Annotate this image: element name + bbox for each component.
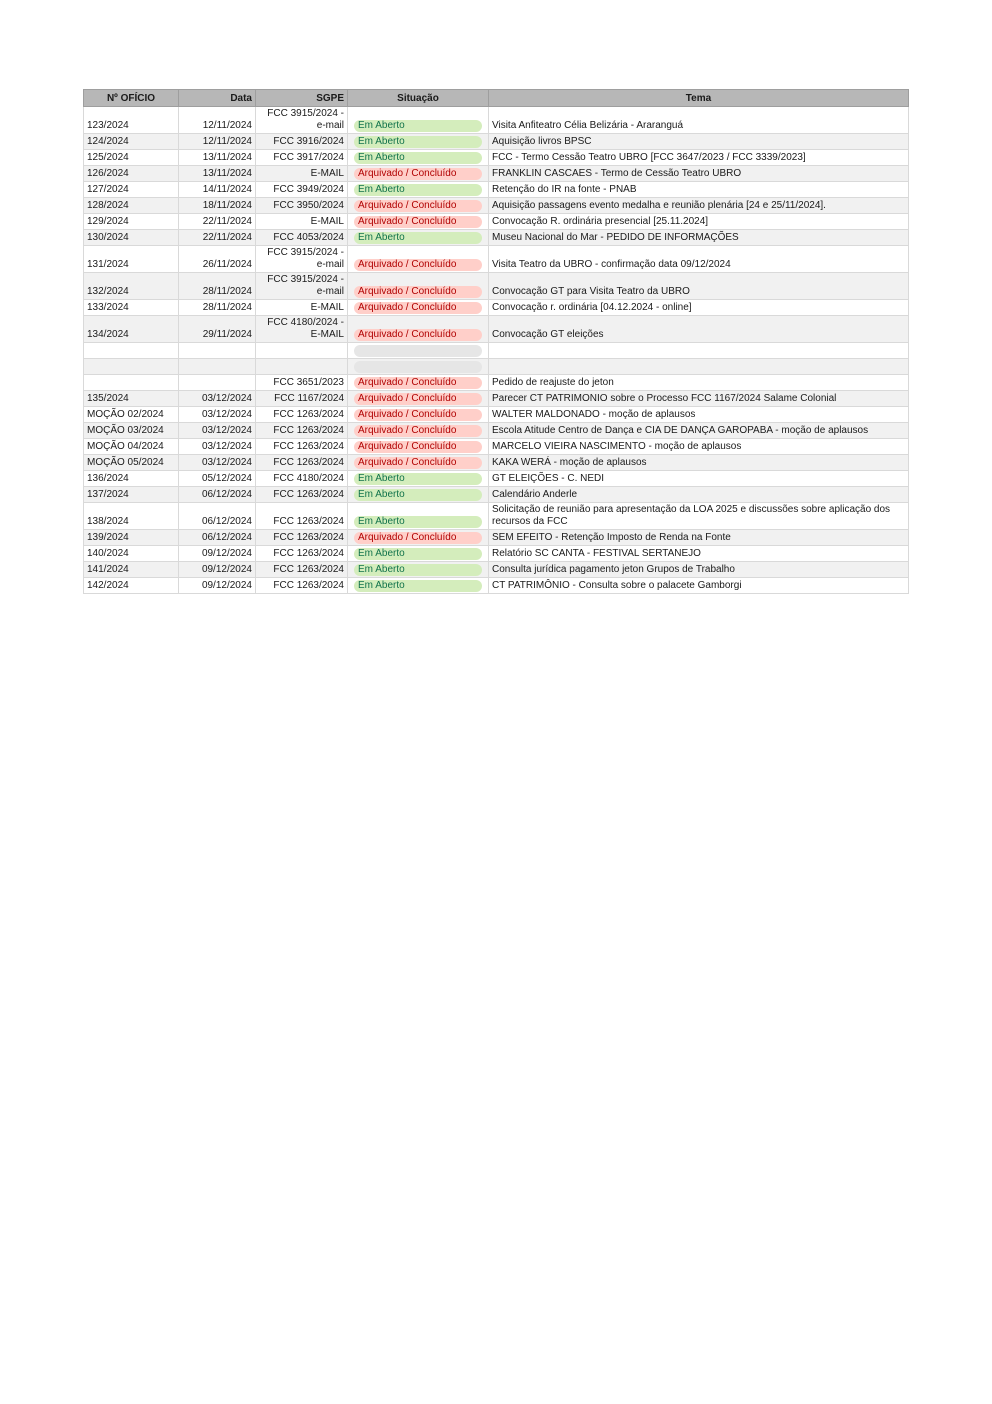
status-badge[interactable]: Arquivado / Concluído <box>354 329 482 341</box>
status-badge[interactable]: Arquivado / Concluído <box>354 532 482 544</box>
cell-sgpe[interactable]: FCC 3915/2024 - e-mail <box>256 107 348 134</box>
cell-tema[interactable]: Retenção do IR na fonte - PNAB <box>489 182 909 198</box>
cell-tema[interactable]: Parecer CT PATRIMONIO sobre o Processo FCC 1167/2024 Salame Colonial <box>489 391 909 407</box>
cell-sgpe[interactable]: FCC 1263/2024 <box>256 578 348 594</box>
table-row <box>84 375 909 391</box>
cell-date[interactable]: 03/12/2024 <box>179 455 256 471</box>
status-badge[interactable]: Em Aberto <box>354 152 482 164</box>
cell-num[interactable]: 136/2024 <box>84 471 179 487</box>
cell-num[interactable]: 132/2024 <box>84 273 179 300</box>
status-badge[interactable]: Em Aberto <box>354 120 482 132</box>
status-badge[interactable]: Em Aberto <box>354 184 482 196</box>
table-row <box>84 107 909 134</box>
cell-sgpe[interactable]: FCC 3915/2024 - e-mail <box>256 246 348 273</box>
cell-tema[interactable]: FCC - Termo Cessão Teatro UBRO [FCC 3647/2023 / FCC 3339/2023] <box>489 150 909 166</box>
cell-num[interactable]: 131/2024 <box>84 246 179 273</box>
table-row <box>84 471 909 487</box>
cell-situacao[interactable] <box>348 273 489 300</box>
cell-date[interactable]: 03/12/2024 <box>179 439 256 455</box>
cell-situacao[interactable] <box>348 391 489 407</box>
cell-date[interactable]: 06/12/2024 <box>179 530 256 546</box>
cell-date[interactable]: 03/12/2024 <box>179 391 256 407</box>
cell-num[interactable] <box>84 359 179 375</box>
cell-situacao[interactable] <box>348 487 489 503</box>
cell-num[interactable]: 139/2024 <box>84 530 179 546</box>
cell-sgpe[interactable]: FCC 1167/2024 <box>256 391 348 407</box>
cell-sgpe[interactable]: FCC 1263/2024 <box>256 439 348 455</box>
status-badge[interactable]: Arquivado / Concluído <box>354 216 482 228</box>
table-row <box>84 182 909 198</box>
cell-tema[interactable]: Museu Nacional do Mar - PEDIDO DE INFORMAÇÕES <box>489 230 909 246</box>
cell-tema[interactable]: Visita Teatro da UBRO - confirmação data 09/12/2024 <box>489 246 909 273</box>
cell-situacao[interactable] <box>348 407 489 423</box>
cell-situacao[interactable] <box>348 455 489 471</box>
cell-num[interactable] <box>84 343 179 359</box>
cell-date[interactable]: 18/11/2024 <box>179 198 256 214</box>
cell-tema[interactable]: Convocação R. ordinária presencial [25.11.2024] <box>489 214 909 230</box>
cell-sgpe[interactable]: FCC 1263/2024 <box>256 423 348 439</box>
status-badge[interactable]: Arquivado / Concluído <box>354 302 482 314</box>
cell-num[interactable]: 124/2024 <box>84 134 179 150</box>
cell-situacao[interactable] <box>348 530 489 546</box>
status-badge[interactable]: Arquivado / Concluído <box>354 393 482 405</box>
status-badge[interactable]: Em Aberto <box>354 516 482 528</box>
cell-num[interactable]: 137/2024 <box>84 487 179 503</box>
cell-num[interactable]: 130/2024 <box>84 230 179 246</box>
cell-tema[interactable]: Convocação GT eleições <box>489 316 909 343</box>
cell-tema[interactable]: Aquisição livros BPSC <box>489 134 909 150</box>
cell-date[interactable]: 03/12/2024 <box>179 423 256 439</box>
cell-sgpe[interactable]: FCC 3917/2024 <box>256 150 348 166</box>
cell-situacao[interactable] <box>348 375 489 391</box>
cell-date[interactable]: 06/12/2024 <box>179 487 256 503</box>
cell-tema[interactable]: Pedido de reajuste do jeton <box>489 375 909 391</box>
cell-sgpe[interactable]: FCC 1263/2024 <box>256 530 348 546</box>
cell-situacao[interactable] <box>348 107 489 134</box>
table-row <box>84 455 909 471</box>
cell-tema[interactable]: WALTER MALDONADO - moção de aplausos <box>489 407 909 423</box>
cell-sgpe[interactable]: FCC 3950/2024 <box>256 198 348 214</box>
cell-num[interactable]: 141/2024 <box>84 562 179 578</box>
cell-tema[interactable]: Relatório SC CANTA - FESTIVAL SERTANEJO <box>489 546 909 562</box>
table-row <box>84 150 909 166</box>
cell-sgpe[interactable]: FCC 1263/2024 <box>256 487 348 503</box>
status-badge[interactable]: Arquivado / Concluído <box>354 168 482 180</box>
cell-sgpe[interactable]: E-MAIL <box>256 166 348 182</box>
status-badge[interactable]: Arquivado / Concluído <box>354 200 482 212</box>
cell-num[interactable]: 123/2024 <box>84 107 179 134</box>
cell-sgpe[interactable] <box>256 343 348 359</box>
status-badge[interactable]: Arquivado / Concluído <box>354 286 482 298</box>
header-date[interactable]: Data <box>179 90 256 107</box>
cell-tema[interactable]: Convocação GT para Visita Teatro da UBRO <box>489 273 909 300</box>
table-row <box>84 246 909 273</box>
cell-sgpe[interactable]: FCC 1263/2024 <box>256 407 348 423</box>
cell-situacao[interactable] <box>348 182 489 198</box>
cell-num[interactable]: 125/2024 <box>84 150 179 166</box>
cell-sgpe[interactable]: FCC 3949/2024 <box>256 182 348 198</box>
cell-tema[interactable]: SEM EFEITO - Retenção Imposto de Renda na Fonte <box>489 530 909 546</box>
cell-sgpe[interactable]: FCC 3916/2024 <box>256 134 348 150</box>
status-badge[interactable]: Arquivado / Concluído <box>354 409 482 421</box>
status-badge[interactable] <box>354 345 482 357</box>
cell-situacao[interactable] <box>348 166 489 182</box>
cell-sgpe[interactable]: FCC 1263/2024 <box>256 503 348 530</box>
cell-date[interactable]: 09/12/2024 <box>179 578 256 594</box>
cell-sgpe[interactable]: FCC 3915/2024 - e-mail <box>256 273 348 300</box>
cell-sgpe[interactable]: E-MAIL <box>256 214 348 230</box>
cell-num[interactable]: 128/2024 <box>84 198 179 214</box>
cell-situacao[interactable] <box>348 578 489 594</box>
table-row <box>84 273 909 300</box>
status-badge[interactable]: Arquivado / Concluído <box>354 259 482 271</box>
cell-sgpe[interactable] <box>256 359 348 375</box>
status-badge[interactable]: Em Aberto <box>354 473 482 485</box>
cell-date[interactable]: 12/11/2024 <box>179 107 256 134</box>
header-sgpe[interactable]: SGPE <box>256 90 348 107</box>
status-badge[interactable]: Em Aberto <box>354 580 482 592</box>
cell-date[interactable]: 09/12/2024 <box>179 546 256 562</box>
cell-tema[interactable]: Escola Atitude Centro de Dança e CIA DE DANÇA GAROPABA - moção de aplausos <box>489 423 909 439</box>
table-row <box>84 166 909 182</box>
table-row <box>84 391 909 407</box>
cell-sgpe[interactable]: FCC 1263/2024 <box>256 546 348 562</box>
cell-date[interactable]: 13/11/2024 <box>179 150 256 166</box>
cell-date[interactable] <box>179 359 256 375</box>
oficios-sheet <box>83 89 908 594</box>
table-row <box>84 530 909 546</box>
table-row <box>84 439 909 455</box>
cell-sgpe[interactable]: E-MAIL <box>256 300 348 316</box>
table-row <box>84 198 909 214</box>
status-badge[interactable]: Arquivado / Concluído <box>354 441 482 453</box>
cell-date[interactable]: 05/12/2024 <box>179 471 256 487</box>
cell-situacao[interactable] <box>348 439 489 455</box>
cell-date[interactable]: 12/11/2024 <box>179 134 256 150</box>
cell-tema[interactable] <box>489 359 909 375</box>
cell-sgpe[interactable]: FCC 1263/2024 <box>256 562 348 578</box>
cell-situacao[interactable] <box>348 471 489 487</box>
cell-date[interactable]: 22/11/2024 <box>179 230 256 246</box>
cell-date[interactable]: 22/11/2024 <box>179 214 256 230</box>
cell-num[interactable]: 140/2024 <box>84 546 179 562</box>
cell-num[interactable]: 142/2024 <box>84 578 179 594</box>
header-tema[interactable]: Tema <box>489 90 909 107</box>
status-badge[interactable] <box>354 361 482 373</box>
header-situacao[interactable]: Situação <box>348 90 489 107</box>
cell-tema[interactable]: MARCELO VIEIRA NASCIMENTO - moção de aplausos <box>489 439 909 455</box>
cell-date[interactable]: 28/11/2024 <box>179 300 256 316</box>
cell-tema[interactable]: Aquisição passagens evento medalha e reunião plenária [24 e 25/11/2024]. <box>489 198 909 214</box>
cell-tema[interactable]: KAKA WERÁ - moção de aplausos <box>489 455 909 471</box>
cell-sgpe[interactable]: FCC 4180/2024 - E-MAIL <box>256 316 348 343</box>
cell-tema[interactable]: CT PATRIMÔNIO - Consulta sobre o palacete Gamborgi <box>489 578 909 594</box>
status-badge[interactable]: Arquivado / Concluído <box>354 457 482 469</box>
cell-tema[interactable]: Visita Anfiteatro Célia Belizária - Araranguá <box>489 107 909 134</box>
table-row <box>84 214 909 230</box>
table-row <box>84 230 909 246</box>
cell-date[interactable]: 03/12/2024 <box>179 407 256 423</box>
cell-date[interactable]: 14/11/2024 <box>179 182 256 198</box>
status-badge[interactable]: Arquivado / Concluído <box>354 425 482 437</box>
cell-num[interactable]: MOÇÃO 03/2024 <box>84 423 179 439</box>
status-badge[interactable]: Em Aberto <box>354 136 482 148</box>
cell-tema[interactable]: Calendário Anderle <box>489 487 909 503</box>
status-badge[interactable]: Em Aberto <box>354 489 482 501</box>
table-body <box>84 107 909 594</box>
cell-num[interactable]: 133/2024 <box>84 300 179 316</box>
table-row <box>84 562 909 578</box>
cell-num[interactable]: 127/2024 <box>84 182 179 198</box>
cell-situacao[interactable] <box>348 230 489 246</box>
table-row <box>84 343 909 359</box>
cell-date[interactable]: 26/11/2024 <box>179 246 256 273</box>
cell-num[interactable]: MOÇÃO 04/2024 <box>84 439 179 455</box>
oficios-table <box>83 89 909 594</box>
cell-situacao[interactable] <box>348 198 489 214</box>
cell-num[interactable]: 138/2024 <box>84 503 179 530</box>
cell-date[interactable]: 06/12/2024 <box>179 503 256 530</box>
cell-situacao[interactable] <box>348 562 489 578</box>
cell-num[interactable]: 135/2024 <box>84 391 179 407</box>
cell-situacao[interactable] <box>348 316 489 343</box>
cell-tema[interactable]: FRANKLIN CASCAES - Termo de Cessão Teatro UBRO <box>489 166 909 182</box>
cell-tema[interactable]: GT ELEIÇÕES - C. NEDI <box>489 471 909 487</box>
table-row <box>84 487 909 503</box>
table-row <box>84 359 909 375</box>
cell-sgpe[interactable]: FCC 4180/2024 <box>256 471 348 487</box>
cell-num[interactable]: MOÇÃO 02/2024 <box>84 407 179 423</box>
cell-tema[interactable] <box>489 343 909 359</box>
cell-tema[interactable]: Convocação r. ordinária [04.12.2024 - online] <box>489 300 909 316</box>
cell-tema[interactable]: Solicitação de reunião para apresentação da LOA 2025 e discussões sobre aplicação dos recursos da FCC <box>489 503 909 530</box>
table-row <box>84 423 909 439</box>
cell-date[interactable] <box>179 343 256 359</box>
cell-sgpe[interactable]: FCC 1263/2024 <box>256 455 348 471</box>
cell-situacao[interactable] <box>348 546 489 562</box>
table-row <box>84 503 909 530</box>
status-badge[interactable]: Em Aberto <box>354 564 482 576</box>
table-row <box>84 578 909 594</box>
cell-situacao[interactable] <box>348 214 489 230</box>
cell-num[interactable]: MOÇÃO 05/2024 <box>84 455 179 471</box>
cell-date[interactable]: 13/11/2024 <box>179 166 256 182</box>
cell-situacao[interactable] <box>348 503 489 530</box>
status-badge[interactable]: Arquivado / Concluído <box>354 377 482 389</box>
cell-situacao[interactable] <box>348 423 489 439</box>
cell-sgpe[interactable]: FCC 4053/2024 <box>256 230 348 246</box>
table-row <box>84 407 909 423</box>
status-badge[interactable]: Em Aberto <box>354 232 482 244</box>
cell-date[interactable]: 29/11/2024 <box>179 316 256 343</box>
cell-date[interactable]: 09/12/2024 <box>179 562 256 578</box>
cell-situacao[interactable] <box>348 343 489 359</box>
table-row <box>84 300 909 316</box>
table-row <box>84 134 909 150</box>
table-row <box>84 546 909 562</box>
header-row <box>84 90 909 107</box>
cell-situacao[interactable] <box>348 246 489 273</box>
cell-sgpe[interactable]: FCC 3651/2023 <box>256 375 348 391</box>
header-num[interactable]: Nº OFÍCIO <box>84 90 179 107</box>
table-row <box>84 316 909 343</box>
status-badge[interactable]: Em Aberto <box>354 548 482 560</box>
cell-num[interactable] <box>84 375 179 391</box>
cell-situacao[interactable] <box>348 134 489 150</box>
cell-tema[interactable]: Consulta jurídica pagamento jeton Grupos de Trabalho <box>489 562 909 578</box>
cell-situacao[interactable] <box>348 300 489 316</box>
cell-date[interactable]: 28/11/2024 <box>179 273 256 300</box>
cell-date[interactable] <box>179 375 256 391</box>
cell-situacao[interactable] <box>348 150 489 166</box>
cell-num[interactable]: 126/2024 <box>84 166 179 182</box>
cell-situacao[interactable] <box>348 359 489 375</box>
cell-num[interactable]: 134/2024 <box>84 316 179 343</box>
cell-num[interactable]: 129/2024 <box>84 214 179 230</box>
